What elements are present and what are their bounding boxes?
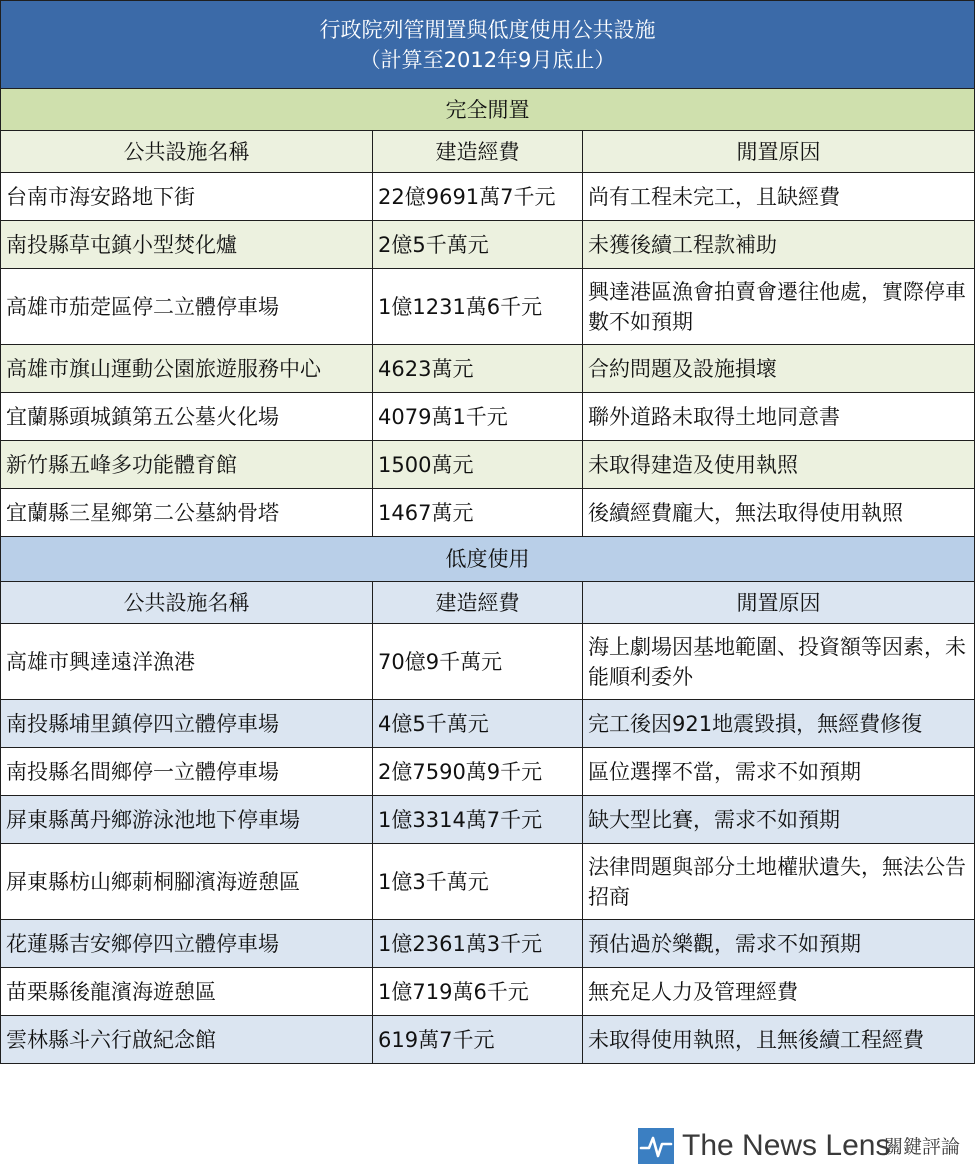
title-row: [1, 1, 975, 89]
brand-name: The News Lens: [682, 1129, 891, 1162]
construction-cost: 4079萬1千元: [373, 393, 583, 441]
facility-name: 屏東縣枋山鄉莿桐腳濱海遊憩區: [1, 844, 373, 920]
column-header-row: [1, 582, 975, 624]
facility-name: 花蓮縣吉安鄉停四立體停車場: [1, 920, 373, 968]
table-row: [1, 441, 975, 489]
idle-reason: 後續經費龐大，無法取得使用執照: [583, 489, 975, 537]
facility-name: 南投縣草屯鎮小型焚化爐: [1, 221, 373, 269]
construction-cost: 4623萬元: [373, 345, 583, 393]
facility-name: 高雄市旗山運動公園旅遊服務中心: [1, 345, 373, 393]
table-row: [1, 345, 975, 393]
column-header-reason: 閒置原因: [583, 582, 975, 624]
idle-reason: 預估過於樂觀，需求不如預期: [583, 920, 975, 968]
column-header-reason: 閒置原因: [583, 131, 975, 173]
construction-cost: 1億1231萬6千元: [373, 269, 583, 345]
idle-reason: 缺大型比賽，需求不如預期: [583, 796, 975, 844]
table-row: [1, 796, 975, 844]
construction-cost: 1億2361萬3千元: [373, 920, 583, 968]
facility-name: 高雄市茄萣區停二立體停車場: [1, 269, 373, 345]
idle-reason: 尚有工程未完工，且缺經費: [583, 173, 975, 221]
table-row: [1, 920, 975, 968]
column-header-name: 公共設施名稱: [1, 582, 373, 624]
construction-cost: 2億7590萬9千元: [373, 748, 583, 796]
table-row: [1, 844, 975, 920]
title-line-2: （計算至2012年9月底止）: [359, 47, 616, 72]
section-heading: 低度使用: [1, 537, 975, 582]
idle-reason: 聯外道路未取得土地同意書: [583, 393, 975, 441]
facility-name: 屏東縣萬丹鄉游泳池地下停車場: [1, 796, 373, 844]
facility-name: 新竹縣五峰多功能體育館: [1, 441, 373, 489]
construction-cost: 1億719萬6千元: [373, 968, 583, 1016]
idle-reason: 完工後因921地震毀損，無經費修復: [583, 700, 975, 748]
facility-name: 雲林縣斗六行啟紀念館: [1, 1016, 373, 1064]
table-title: [1, 1, 975, 89]
section-heading-row: [1, 537, 975, 582]
facility-name: 南投縣名間鄉停一立體停車場: [1, 748, 373, 796]
section-heading-row: [1, 89, 975, 131]
facility-name: 南投縣埔里鎮停四立體停車場: [1, 700, 373, 748]
construction-cost: 4億5千萬元: [373, 700, 583, 748]
idle-reason: 區位選擇不當，需求不如預期: [583, 748, 975, 796]
idle-reason: 無充足人力及管理經費: [583, 968, 975, 1016]
column-header-name: 公共設施名稱: [1, 131, 373, 173]
construction-cost: 1億3314萬7千元: [373, 796, 583, 844]
construction-cost: 1億3千萬元: [373, 844, 583, 920]
idle-reason: 未取得使用執照，且無後續工程經費: [583, 1016, 975, 1064]
idle-reason: 合約問題及設施損壞: [583, 345, 975, 393]
table-row: [1, 393, 975, 441]
construction-cost: 22億9691萬7千元: [373, 173, 583, 221]
title-line-1: 行政院列管閒置與低度使用公共設施: [319, 17, 656, 42]
idle-reason: 未取得建造及使用執照: [583, 441, 975, 489]
section-underused: [1, 537, 975, 1064]
facility-name: 宜蘭縣頭城鎮第五公墓火化場: [1, 393, 373, 441]
table-row: [1, 624, 975, 700]
facility-name: 苗栗縣後龍濱海遊憩區: [1, 968, 373, 1016]
pulse-line-icon: [638, 1128, 674, 1164]
idle-reason: 海上劇場因基地範圍、投資額等因素，未能順利委外: [583, 624, 975, 700]
idle-reason: 法律問題與部分土地權狀遺失，無法公告招商: [583, 844, 975, 920]
table-row: [1, 700, 975, 748]
column-header-row: [1, 131, 975, 173]
brand-chinese-name: 關鍵評論: [884, 1136, 961, 1158]
facility-name: 宜蘭縣三星鄉第二公墓納骨塔: [1, 489, 373, 537]
idle-reason: 未獲後續工程款補助: [583, 221, 975, 269]
table-row: [1, 1016, 975, 1064]
construction-cost: 70億9千萬元: [373, 624, 583, 700]
facility-name: 台南市海安路地下街: [1, 173, 373, 221]
section-heading: 完全閒置: [1, 89, 975, 131]
construction-cost: 1467萬元: [373, 489, 583, 537]
table-row: [1, 173, 975, 221]
column-header-cost: 建造經費: [373, 582, 583, 624]
table-row: [1, 968, 975, 1016]
construction-cost: 2億5千萬元: [373, 221, 583, 269]
brand-logo: [638, 1126, 968, 1166]
construction-cost: 1500萬元: [373, 441, 583, 489]
idle-reason: 興達港區漁會拍賣會遷往他處，實際停車數不如預期: [583, 269, 975, 345]
table-row: [1, 221, 975, 269]
facility-name: 高雄市興達遠洋漁港: [1, 624, 373, 700]
column-header-cost: 建造經費: [373, 131, 583, 173]
table-row: [1, 748, 975, 796]
section-idle: [1, 89, 975, 537]
construction-cost: 619萬7千元: [373, 1016, 583, 1064]
table-row: [1, 489, 975, 537]
table-row: [1, 269, 975, 345]
